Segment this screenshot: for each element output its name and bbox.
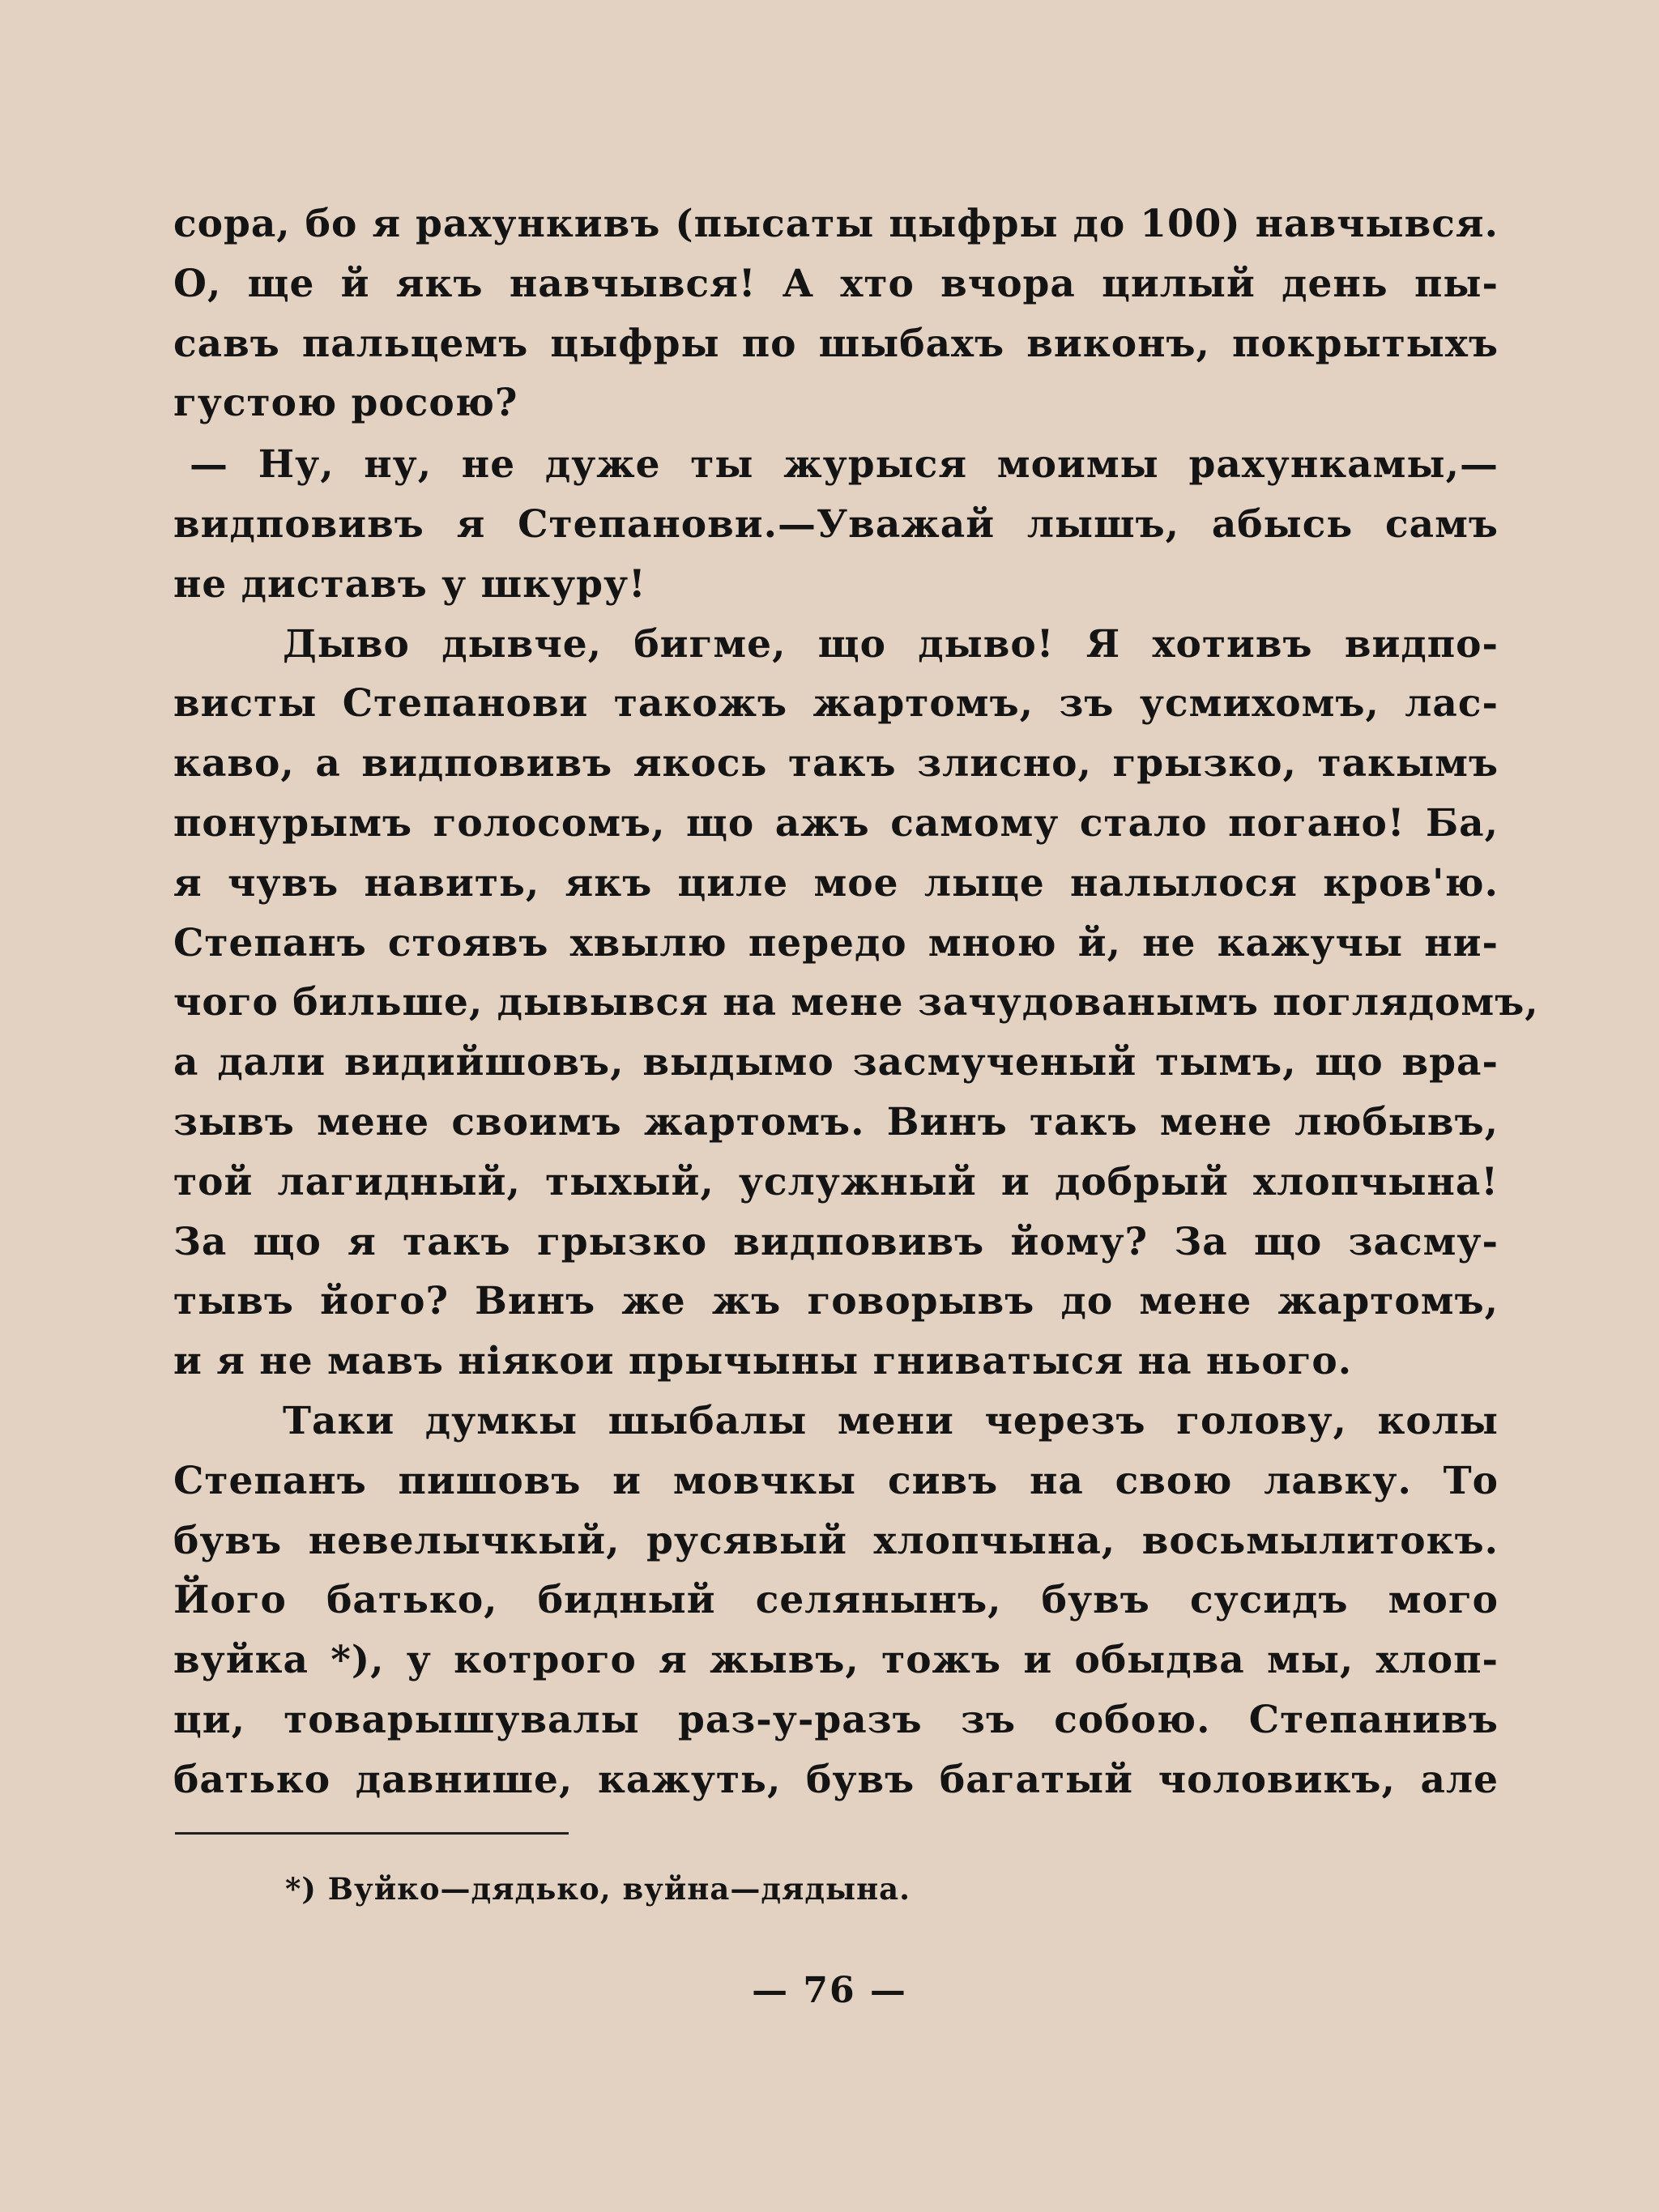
- paragraph: [173, 194, 1499, 433]
- paragraph: [173, 615, 1539, 1392]
- page-number: — 76 —: [752, 1970, 907, 2011]
- text-line: понурымъ голосомъ, що ажъ самому стало погано! Ба,: [173, 800, 1499, 846]
- footnote: *) Вуйко—дядько, вуйна—дядына.: [285, 1871, 911, 1907]
- text-line: За що я такъ грызко видповивъ йому? За що засму-: [173, 1219, 1499, 1264]
- text-line: густою росою?: [173, 381, 518, 426]
- text-line: и я не мавъ ніякои прычыны гниватыся на нього.: [173, 1339, 1353, 1384]
- text-line: вуйка *), у котрого я жывъ, тожъ и обыдва мы, хлоп-: [173, 1638, 1499, 1683]
- text-line: не диставъ у шкуру!: [173, 561, 646, 607]
- text-line: О, ще й якъ навчывся! А хто вчора цилый день пы-: [173, 261, 1499, 306]
- text-line: — Ну, ну, не дуже ты журыся моимы рахункамы,—: [190, 442, 1499, 488]
- text-line: савъ пальцемъ цыфры по шыбахъ виконъ, покрытыхъ: [173, 321, 1499, 366]
- text-line: а дали видийшовъ, выдымо засмученый тымъ, що вра-: [173, 1040, 1499, 1085]
- paragraph: [173, 1392, 1499, 1810]
- text-line: Степанъ стоявъ хвылю передо мною й, не кажучы ни-: [173, 920, 1499, 965]
- text-line: Степанъ пишовъ и мовчкы сивъ на свою лавку. То: [173, 1458, 1499, 1503]
- text-line: Його батько, бидный селянынъ, бувъ сусидъ мого: [173, 1578, 1499, 1623]
- text-line: бувъ невелычкый, русявый хлопчына, восьмылитокъ.: [173, 1518, 1499, 1563]
- text-line: батько давнише, кажуть, бувъ багатый чоловикъ, але: [173, 1757, 1499, 1802]
- text-line: я чувъ навить, якъ циле мое лыце налылося кров'ю.: [173, 860, 1499, 906]
- text-line: Таки думкы шыбалы мени черезъ голову, колы: [283, 1398, 1499, 1443]
- footnote-rule: [175, 1832, 569, 1835]
- text-line: ци, товарышувалы раз-у-разъ зъ собою. Степанивъ: [173, 1697, 1499, 1742]
- text-line: тывъ його? Винъ же жъ говорывъ до мене жартомъ,: [173, 1279, 1499, 1324]
- text-line: чого бильше, дывывся на мене зачудованымъ поглядомъ,: [173, 980, 1539, 1025]
- main-text: [173, 194, 1539, 1810]
- paragraph: [173, 433, 1499, 614]
- text-line: зывъ мене своимъ жартомъ. Винъ такъ мене любывъ,: [173, 1099, 1499, 1144]
- text-line: каво, а видповивъ якось такъ злисно, грызко, такымъ: [173, 741, 1499, 786]
- text-line: висты Степанови такожъ жартомъ, зъ усмихомъ, лас-: [173, 681, 1499, 727]
- text-line: Дыво дывче, бигме, що дыво! Я хотивъ видпо-: [283, 621, 1499, 667]
- text-line: видповивъ я Степанови.—Уважай лышъ, абысь самъ: [173, 501, 1499, 547]
- text-line: сора, бо я рахункивъ (пысаты цыфры до 100) навчывся.: [173, 202, 1499, 246]
- text-line: той лагидный, тыхый, услужный и добрый хлопчына!: [173, 1159, 1499, 1204]
